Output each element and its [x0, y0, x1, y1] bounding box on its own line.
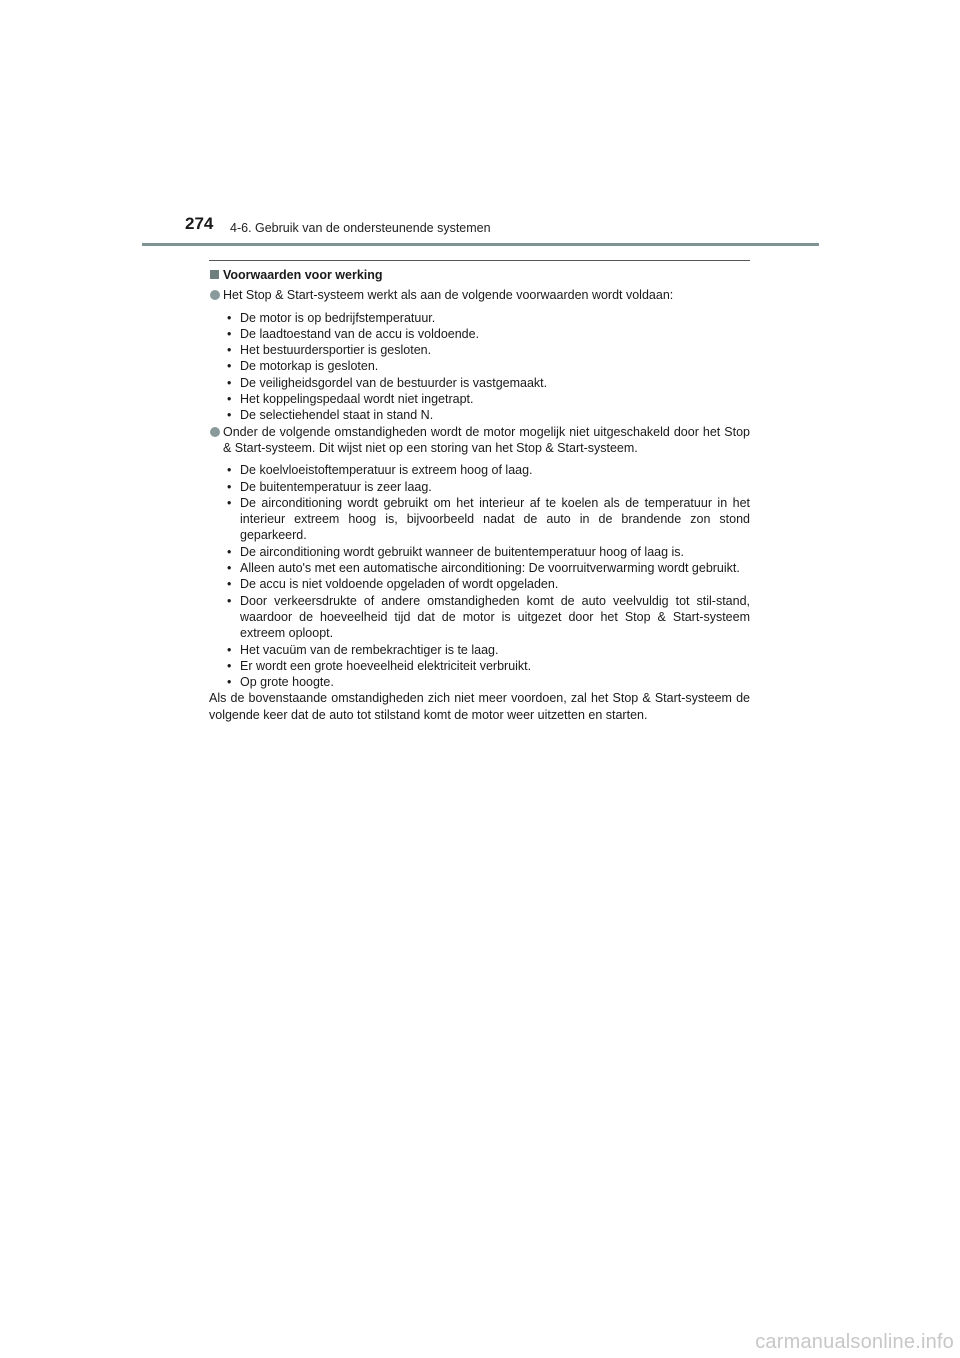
closing-paragraph: Als de bovenstaande omstandigheden zich niet meer voordoen, zal het Stop & Start-systeem de volgende keer dat de auto tot stilstand komt de motor weer uitzetten en starten. [209, 691, 750, 722]
conditions-list [209, 310, 750, 424]
list-item: • De motor is op bedrijfstemperatuur. [223, 310, 750, 326]
conditions-paragraph [209, 287, 750, 303]
section-heading [209, 267, 750, 283]
section-heading-text: Voorwaarden voor werking [223, 268, 383, 282]
chapter-title: 4-6. Gebruik van de ondersteunende systemen [230, 221, 491, 235]
list-item: • Door verkeersdrukte of andere omstandigheden komt de auto veelvuldig tot stil-stand, waardoor de hoeveelheid tijd dat de motor is uitgezet door het Stop & Start-systeem extreem oploopt. [223, 593, 750, 642]
list-item: • De veiligheidsgordel van de bestuurder is vastgemaakt. [223, 375, 750, 391]
header-divider [142, 243, 819, 246]
list-item: • De airconditioning wordt gebruikt om het interieur af te koelen als de temperatuur in het interieur extreem hoog is, bijvoorbeeld nadat de auto in de brandende zon stond geparkeerd. [223, 495, 750, 544]
list-item: • Het koppelingspedaal wordt niet ingetrapt. [223, 391, 750, 407]
circle-bullet-icon [210, 427, 220, 437]
exceptions-intro: Onder de volgende omstandigheden wordt de motor mogelijk niet uitgeschakeld door het Stop & Start-systeem. Dit wijst niet op een storing van het Stop & Start-systeem. [223, 424, 750, 455]
watermark: carmanualsonline.info [755, 1331, 954, 1353]
list-item: • Er wordt een grote hoeveelheid elektriciteit verbruikt. [223, 658, 750, 674]
page-content [209, 267, 750, 723]
list-item: • Op grote hoogte. [223, 674, 750, 690]
section-divider [209, 260, 750, 261]
list-item: • Het vacuüm van de rembekrachtiger is te laag. [223, 642, 750, 658]
list-item: • De koelvloeistoftemperatuur is extreem hoog of laag. [223, 462, 750, 478]
conditions-intro: Het Stop & Start-systeem werkt als aan de volgende voorwaarden wordt voldaan: [223, 288, 674, 303]
list-item: • De buitentemperatuur is zeer laag. [223, 479, 750, 495]
list-item: • Het bestuurdersportier is gesloten. [223, 342, 750, 358]
page-number: 274 [185, 214, 214, 233]
list-item: • Alleen auto's met een automatische airconditioning: De voorruitverwarming wordt gebruikt. [223, 560, 750, 576]
list-item: • De motorkap is gesloten. [223, 358, 750, 374]
square-bullet-icon [210, 270, 219, 279]
circle-bullet-icon [210, 290, 220, 300]
list-item: • De accu is niet voldoende opgeladen of wordt opgeladen. [223, 576, 750, 592]
list-item: • De selectiehendel staat in stand N. [223, 407, 750, 423]
list-item: • De airconditioning wordt gebruikt wanneer de buitentemperatuur hoog of laag is. [223, 544, 750, 560]
list-item: • De laadtoestand van de accu is voldoende. [223, 326, 750, 342]
exceptions-list [209, 462, 750, 690]
exceptions-paragraph [209, 424, 750, 457]
